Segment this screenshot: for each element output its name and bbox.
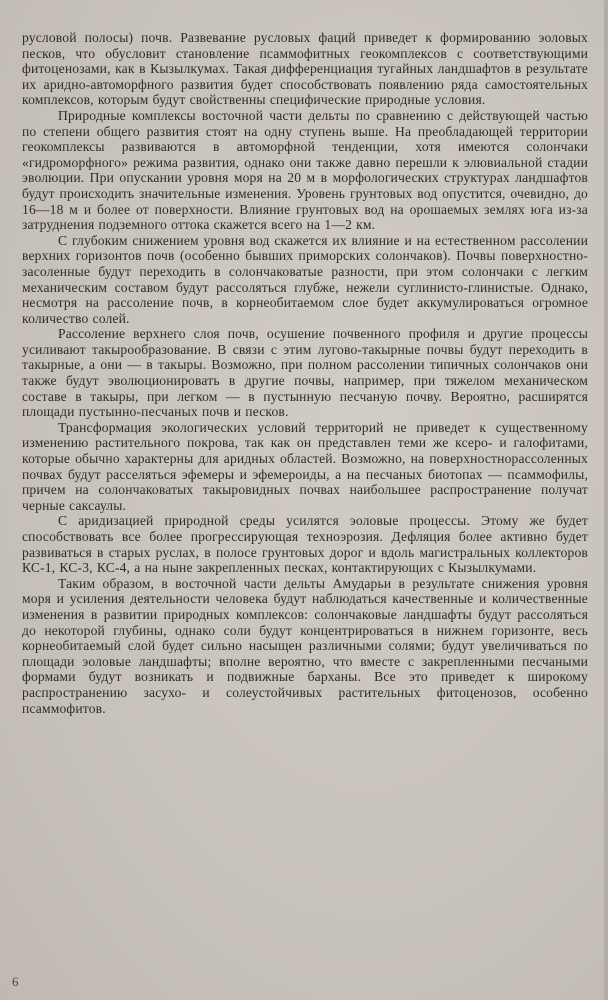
- page-number: 6: [12, 974, 19, 989]
- paragraph-5: Трансформация экологических условий территорий не приведет к существенному изменению растительного покрова, так как он представлен теми же ксеро- и галофитами, которые обычно характерны для аридных областей. Возможно, на поверхностнорассоленных почвах будут расселяться эфемеры и эфемероиды, а на песчаных биотопах — псаммофилы, причем на солончаковатых такыровидных почвах наибольшее распространение получат черные саксаулы.: [22, 419, 588, 513]
- paragraph-6: С аридизацией природной среды усилятся эоловые процессы. Этому же будет способствовать все более прогрессирующая техноэрозия. Дефляция более активно будет развиваться в старых руслах, в полосе грунтовых дорог и вдоль магистральных коллекторов КС-1, КС-3, КС-4, а на ныне закрепленных песках, контактирующих с Кызылкумами.: [22, 513, 588, 576]
- paragraph-3: С глубоким снижением уровня вод скажется их влияние и на естественном рассолении верхних горизонтов почв (особенно бывших приморских солончаков). Почвы поверхностно-засоленные будут переходить в солончаковатые разности, при этом солончаки с легким механическим составом будут рассоляться глубже, нежели суглинисто-глинистые. Однако, несмотря на рассоление почв, в корнеобитаемом слое будет аккумулироваться огромное количество солей.: [22, 232, 588, 326]
- paragraph-2: Природные комплексы восточной части дельты по сравнению с действующей частью по степени общего развития стоят на одну ступень выше. На преобладающей территории геокомплексы развиваются в автоморфной тенденции, хотя имеются солончаки «гидроморфного» режима развития, однако они также давно перешли к элювиальной стадии эволюции. При опускании уровня моря на 20 м в морфологических структурах ландшафтов будут происходить значительные изменения. Уровень грунтовых вод опустится, очевидно, до 16—18 м и более от поверхности. Влияние грунтовых вод на орошаемых землях юга из-за затруднения подземного оттока скажется всего на 1—2 км.: [22, 107, 588, 233]
- paragraph-1: русловой полосы) почв. Развевание русловых фаций приведет к формированию эоловых песков, что обусловит становление псаммофитных геокомплексов с соответствующими фитоценозами, как в Кызылкумах. Такая дифференциация тугайных ландшафтов в результате их аридно-автоморфного развития будет способствовать появлению ряда самостоятельных комплексов, которым будут свойственны специфические природные условия.: [22, 30, 588, 108]
- paragraph-7: Таким образом, в восточной части дельты Амударьи в результате снижения уровня моря и усиления деятельности человека будут наблюдаться качественные и количественные изменения в развитии природных комплексов: солончаковые ландшафты будут рассоляться до некоторой глубины, однако соли будут концентрироваться в нижнем горизонте, весь корнеобитаемый слой будет сильно насыщен различными солями; будут увеличиваться по площади эоловые ландшафты; вполне вероятно, что вместе с закрепленными песчаными формами будут возникать и подвижные барханы. Все это приведет к широкому распространению засухо- и солеустойчивых растительных фитоценозов, особенно псаммофитов.: [22, 575, 588, 716]
- page-edge: [604, 0, 608, 1000]
- paragraph-4: Рассоление верхнего слоя почв, осушение почвенного профиля и другие процессы усиливают такырообразование. В связи с этим лугово-такырные почвы будут переходить в такырные, а они — в такыры. Возможно, при полном рассолении типичных солончаков они также будут эволюционировать в другие почвы, например, при тяжелом механическом составе в такыры, при легком — в пустынную песчаную почву. Вероятно, расширятся площади пустынно-песчаных почв и песков.: [22, 326, 588, 420]
- body-text: [22, 30, 588, 716]
